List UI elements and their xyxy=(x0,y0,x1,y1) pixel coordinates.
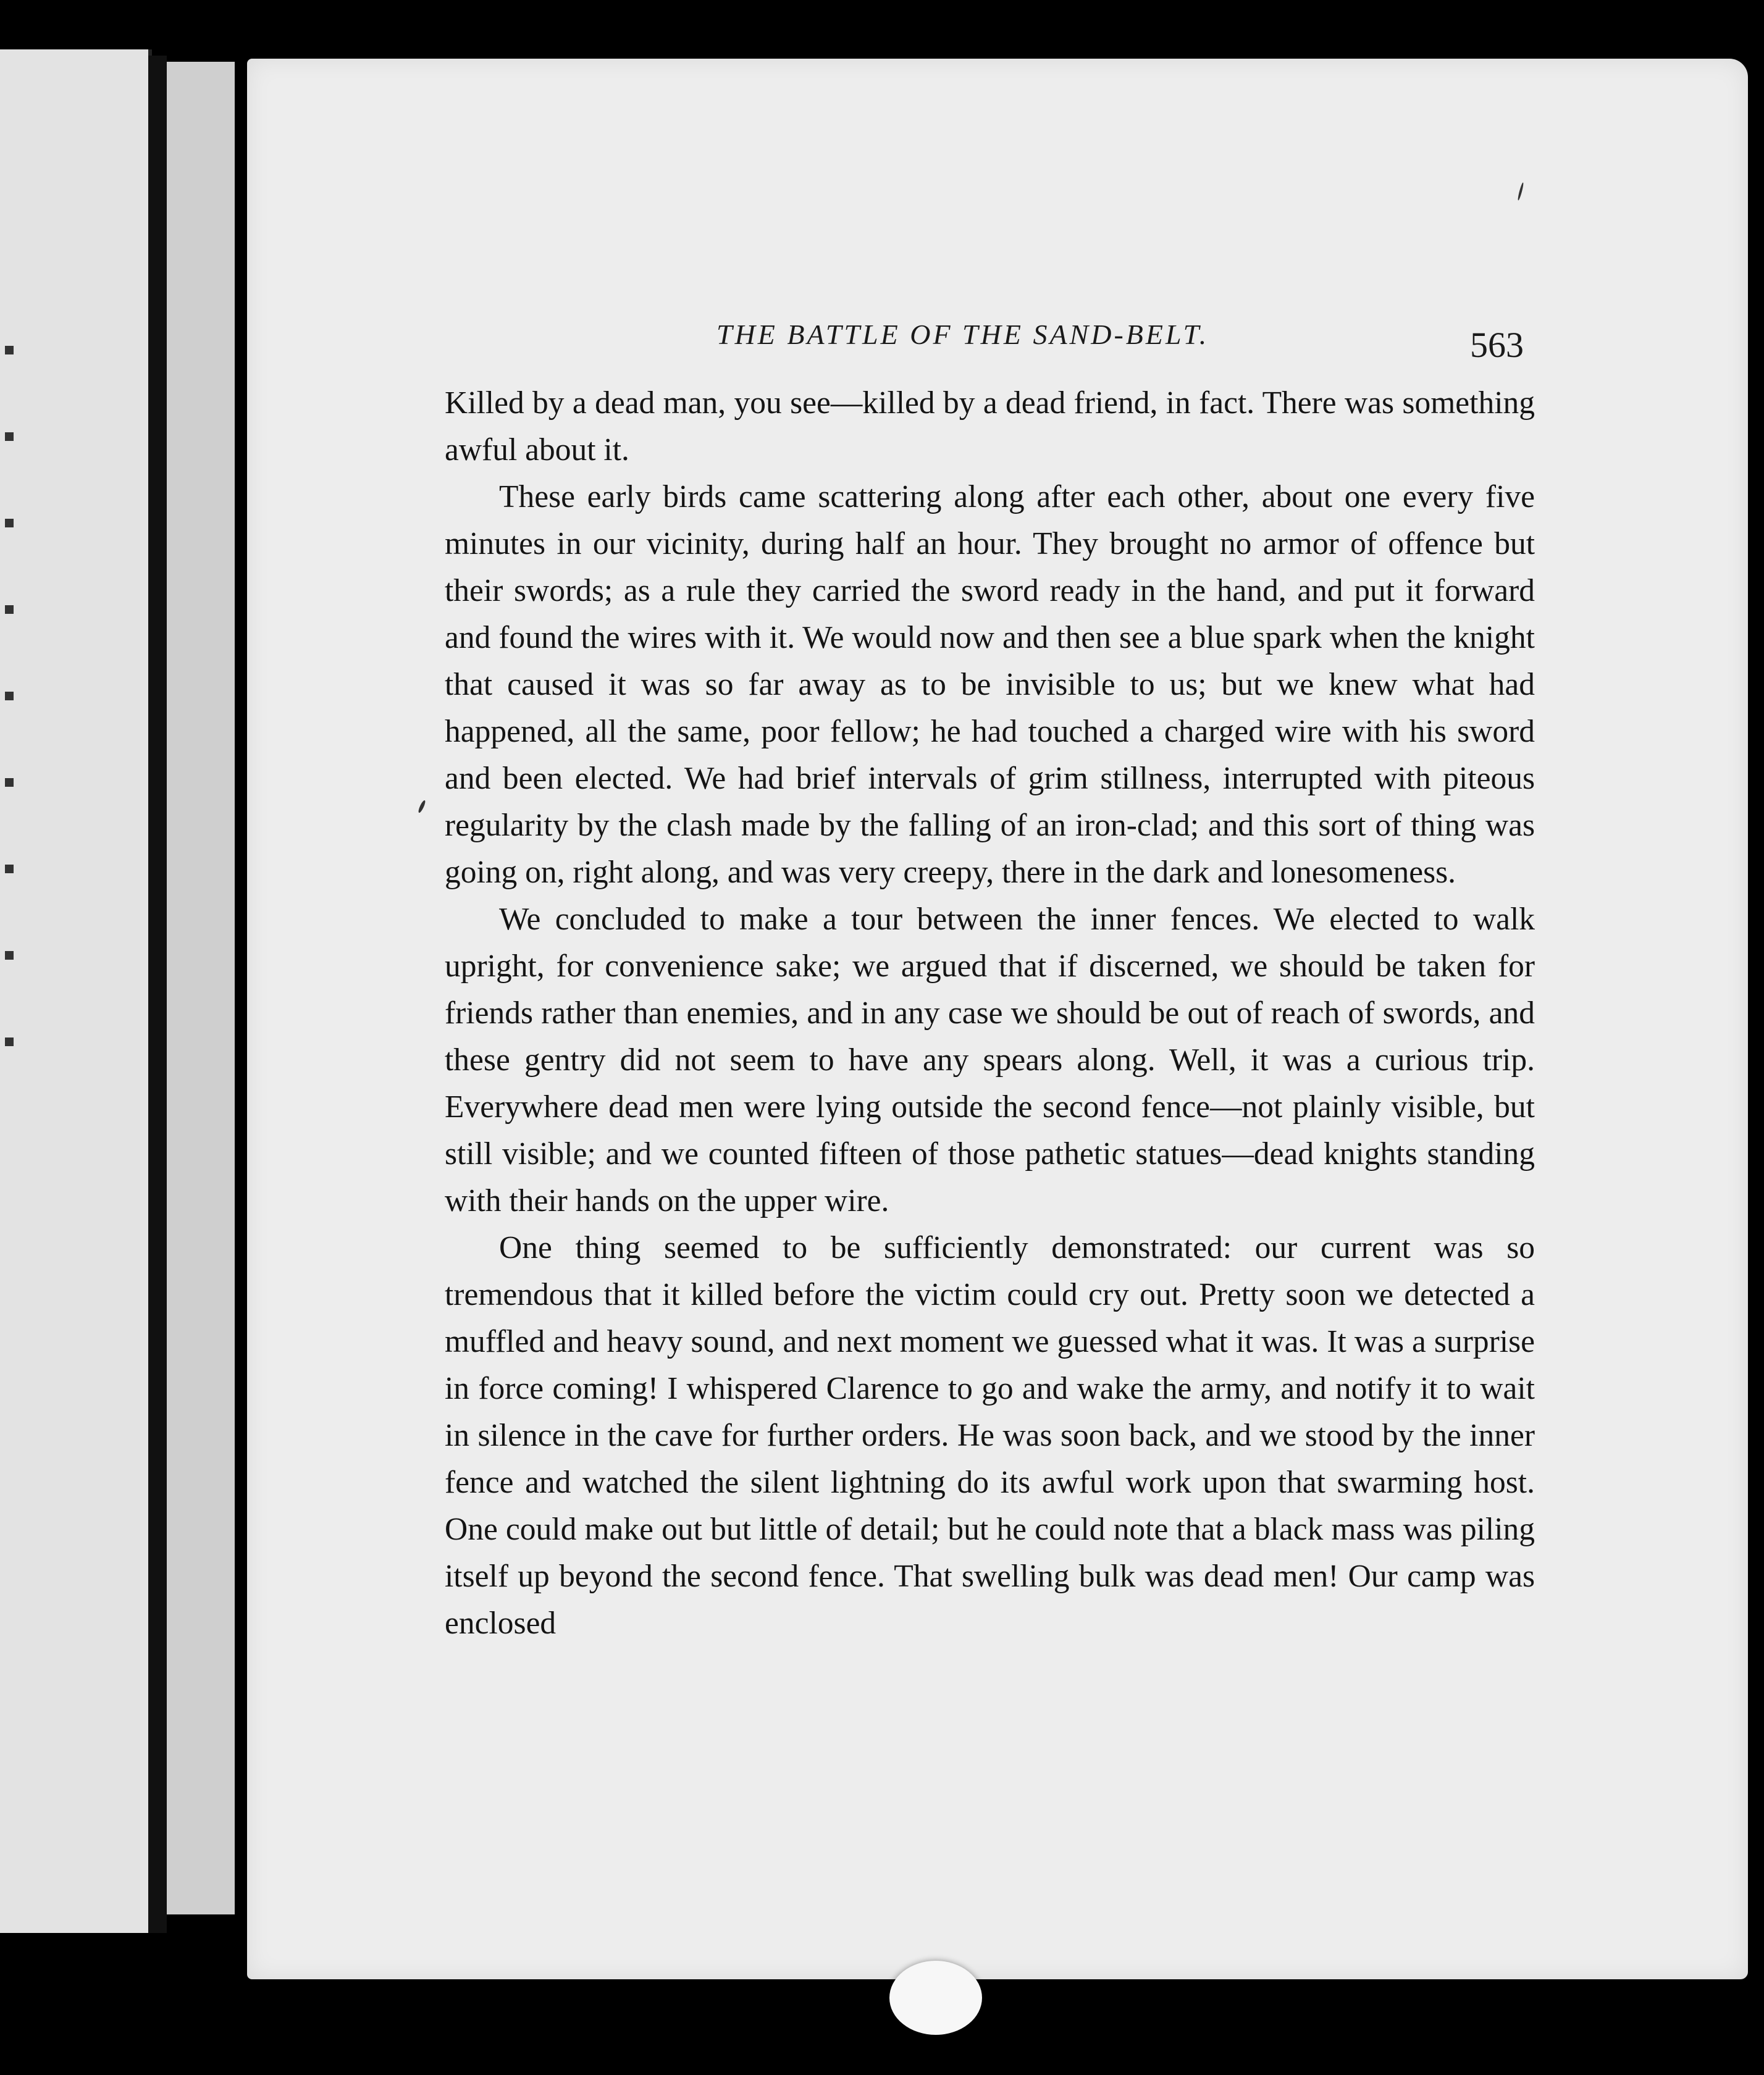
paragraph-1: Killed by a dead man, you see—killed by a dead friend, in fact. There was something awful about it. xyxy=(445,385,1535,467)
paragraph-3: We concluded to make a tour between the inner fences. We elected to walk upright, for convenience sake; we argued that if discerned, we should be taken for friends rather than enemies, and in any case we should be out of reach of swords, and these gentry did not seem to have any spears along. Well, it was a curious trip. Everywhere dead men were lying outside the second fence—not plainly visible, but still visible; and we counted fifteen of those pathetic statues—dead knights standing with their hands on the upper wire. xyxy=(445,902,1535,1218)
paper-speck xyxy=(1517,182,1524,201)
paper-speck xyxy=(418,800,427,813)
book-spine-gutter xyxy=(148,56,167,1933)
page-number: 563 xyxy=(1470,325,1524,365)
facing-page-edge xyxy=(0,49,152,1933)
facing-page-margin xyxy=(167,62,235,1914)
paper-damage-spot xyxy=(889,1961,982,2035)
paragraph-2: These early birds came scattering along after each other, about one every five minutes in our vicinity, during half an hour. They brought no armor of offence but their swords; as a rule they carried the sword ready in the hand, and put it forward and found the wires with it. We would now and then see a blue spark when the knight that caused it was so far away as to be invisible to us; but we knew what had happened, all the same, poor fellow; he had touched a charged wire with his sword and been elected. We had brief intervals of grim stillness, interrupted with piteous regularity by the clash made by the falling of an iron-clad; and this sort of thing was going on, right along, and was very creepy, there in the dark and lonesomeness. xyxy=(445,479,1535,890)
running-title: THE BATTLE OF THE SAND-BELT. xyxy=(716,319,1209,350)
page-header xyxy=(247,256,1748,365)
body-text xyxy=(445,380,1535,1647)
scanned-page xyxy=(247,59,1748,1979)
paragraph-4: One thing seemed to be sufficiently demonstrated: our current was so tremendous that it killed before the victim could cry out. Pretty soon we detected a muffled and heavy sound, and next moment we guessed what it was. It was a surprise in force coming! I whispered Clarence to go and wake the army, and notify it to wait in silence in the cave for further orders. He was soon back, and we stood by the inner fence and watched the silent lightning do its awful work upon that swarming host. One could make out but little of detail; but he could note that a black mass was piling itself up beyond the second fence. That swelling bulk was dead men! Our camp was enclosed xyxy=(445,1230,1535,1641)
